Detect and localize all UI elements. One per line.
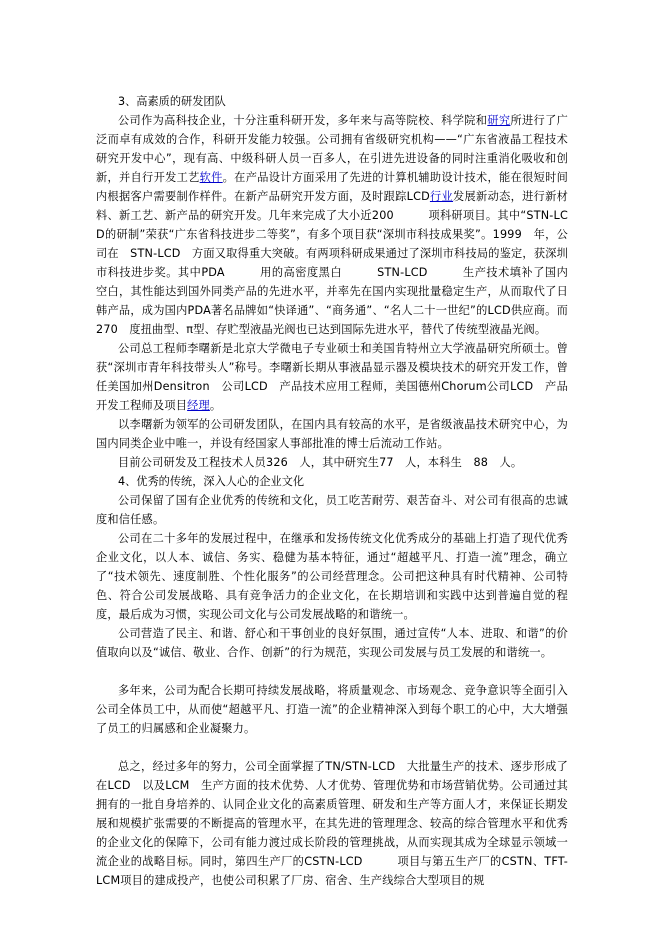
paragraph-text: 发展新动态，进行新材料、新工艺、新产品的研究开发。几年来完成了大小近200 项科研项目。其中“STN-LCD的研制”荣获“广东省科技进步二等奖”，有多个项目获“深圳市科技成果奖”。1999 年，公司在 STN-LCD 方面又取得重大突破。有两项科研成果通过了深圳市科技局的鉴定，获深圳市科技进步奖。其中PDA 用的高密度黑白 STN-LCD 生产技术填补了国内空白，其性能达到国外同类产品的先进水平，并率先在国内实现批量稳定生产，从而取代了日韩产品，成为国内PDA著名品牌如“快译通”、“商务通”、“名人二十一世纪”的LCD供应商。而270 度扭曲型、π型、存贮型液晶光阀也已达到国际先进水平，替代了传统型液晶光阀。 <box>96 190 568 336</box>
blank-line <box>96 662 568 681</box>
paragraph-culture: 公司在二十多年的发展过程中，在继承和发扬传统文化优秀成分的基础上打造了现代优秀企业文化，以人本、诚信、务实、稳健为基本特征，通过“超越平凡、打造一流”理念，确立了“技术领先、速度制胜、个性化服务”的公司经营理念。公司把这种具有时代精神、公司特色、符合公司发展战略、具有竞争活力的企业文化，在长期培训和实践中达到普遍自觉的程度，最后成为习惯，实现公司文化与公司发展战略的和谐统一。 <box>96 532 568 621</box>
paragraph-chief-engineer <box>96 339 568 415</box>
paragraph-strategy: 多年来，公司为配合长期可持续发展战略，将质量观念、市场观念、竞争意识等全面引入公司全体员工中，从而使“超越平凡、打造一流”的企业精神深入到每个职工的心中，大大增强了员工的归属感和企业凝聚力。 <box>96 684 568 735</box>
section-heading-4: 4、优秀的传统，深入人心的企业文化 <box>118 475 305 488</box>
paragraph-atmosphere: 公司营造了民主、和谐、舒心和干事创业的良好氛围，通过宣传“人本、进取、和谐”的价值取向以及“诚信、敬业、合作、创新”的行为规范，实现公司发展与员工发展的和谐统一。 <box>96 627 568 659</box>
paragraph-text: 公司作为高科技企业，十分注重科研开发，多年来与高等院校、科学院和 <box>118 114 488 127</box>
paragraph-tradition: 公司保留了国有企业优秀的传统和文化，员工吃苦耐劳、艰苦奋斗、对公司有很高的忠诚度和信任感。 <box>96 494 568 526</box>
blank-line <box>96 738 568 757</box>
section-heading-3: 3、高素质的研发团队 <box>118 95 226 108</box>
paragraph-text: 公司总工程师李曙新是北京大学微电子专业硕士和美国肯特州立大学液晶研究所硕士。曾获“深圳市青年科技带头人”称号。李曙新长期从事液晶显示器及模块技术的研究开发工作，曾任美国加州Densitron 公司LCD 产品技术应用工程师，美国德州Chorum公司LCD 产品开发工程师及项目 <box>96 342 568 412</box>
paragraph-team-level: 以李曙新为领军的公司研发团队，在国内具有较高的水平，是省级液晶技术研究中心，为国内同类企业中唯一，并设有经国家人事部批准的博士后流动工作站。 <box>96 418 568 450</box>
link-manager[interactable]: 经理 <box>187 399 210 412</box>
link-research[interactable]: 研究 <box>487 114 511 127</box>
paragraph-text: 。在产品设计方面采用了先进的计算机辅助设计技术，能在很短时间内根据客户需要制作样件。在新产品研究开发方面，及时跟踪LCD <box>96 171 568 203</box>
paragraph-text: 。 <box>209 399 222 412</box>
link-software[interactable]: 软件 <box>199 171 223 184</box>
paragraph-text: 所进行了广泛而卓有成效的合作，科研开发能力较强。公司拥有省级研究机构——“广东省液晶工程技术研究开发中心”，现有高、中级科研人员一百多人，在引进先进设备的同时注重消化吸收和创新，并自行开发工艺 <box>96 114 568 184</box>
paragraph-rd-team <box>96 111 568 339</box>
paragraph-staff-count: 目前公司研发及工程技术人员326 人，其中研究生77 人，本科生 88 人。 <box>118 456 523 469</box>
paragraph-summary: 总之，经过多年的努力，公司全面掌握了TN/STN-LCD 大批量生产的技术、逐步形成了在LCD 以及LCM 生产方面的技术优势、人才优势、管理优势和市场营销优势。公司通过其拥有的一批自身培养的、认同企业文化的高素质管理、研发和生产等方面人才，来保证长期发展和规模扩张需要的不断提高的管理水平，在其先进的管理理念、较高的综合管理水平和优秀的企业文化的保障下，公司有能力渡过成长阶段的管理挑战，从而实现其成为全球显示领域一流企业的战略目标。同时，第四生产厂的CSTN-LCD 项目与第五生产厂的CSTN、TFT-LCM项目的建成投产，也使公司积累了厂房、宿舍、生产线综合大型项目的规 <box>96 760 568 887</box>
link-industry[interactable]: 行业 <box>429 190 454 203</box>
document-body <box>96 92 568 890</box>
